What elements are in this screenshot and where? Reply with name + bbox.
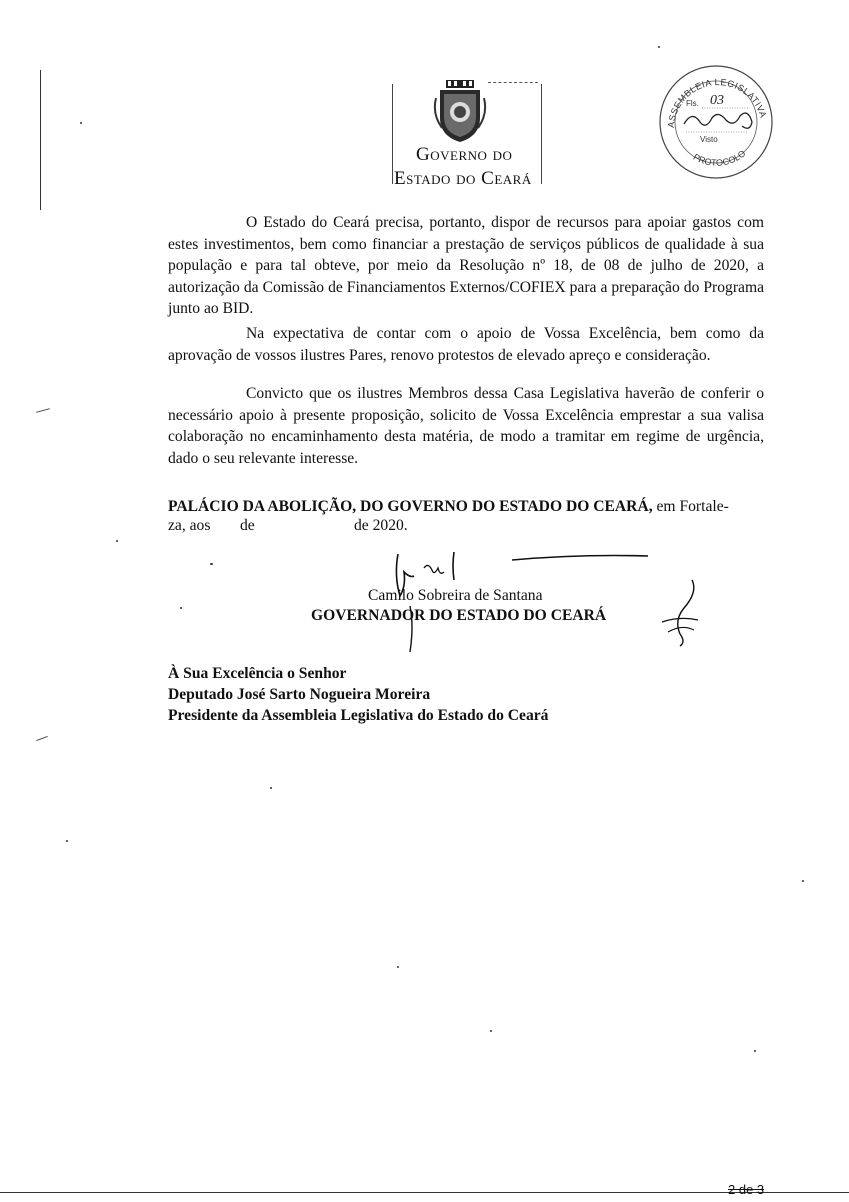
- header-frame-top: [488, 82, 538, 84]
- stamp-arc-text: ASSEMBLEIA LEGISLATIVA: [665, 77, 769, 129]
- scan-speck: [490, 1030, 492, 1032]
- stamp-fls-value: 03: [710, 93, 724, 108]
- coat-of-arms-icon: [432, 78, 488, 144]
- body-paragraph-2: Na expectativa de contar com o apoio de Vossa Excelência, bem como da aprovação de vossos ilustres Pares, renovo protestos de elevado apreço e consideração.: [168, 325, 764, 364]
- place-line: [168, 496, 764, 518]
- scan-speck: [210, 563, 213, 565]
- svg-text:PROTOCOLO: [692, 148, 748, 168]
- scan-margin-line: [40, 70, 41, 210]
- date-part-1: za, aos: [168, 517, 211, 534]
- body-paragraph-3: Convicto que os ilustres Membros dessa Casa Legislativa haverão de conferir o necessário apoio à presente proposição, solicito de Vossa Excelência emprestar a sua valisa colaboração no encaminhamento desta matéria, de modo a tramitar em regime de urgência, dado o seu relevante interesse.: [168, 385, 764, 467]
- addressee-line-1: À Sua Excelência o Senhor: [168, 665, 347, 682]
- scan-mark: [36, 736, 48, 741]
- signer-name: Camilo Sobreira de Santana: [368, 587, 543, 604]
- protocol-stamp: [656, 62, 776, 182]
- place-rest: em Fortale-: [652, 498, 729, 515]
- initials-mark: [640, 572, 720, 652]
- footer-rule: [0, 1192, 849, 1193]
- stamp-visto-label: Visto: [700, 135, 718, 144]
- scan-speck: [658, 46, 660, 48]
- scan-speck: [80, 122, 82, 124]
- header-frame-left: [392, 84, 393, 184]
- stamp-protocol-text: PROTOCOLO: [691, 148, 748, 168]
- scan-speck: [397, 966, 399, 968]
- scan-mark: [36, 408, 50, 413]
- header-frame-right: [541, 84, 542, 184]
- government-header: [388, 76, 544, 189]
- scan-speck: [754, 1050, 756, 1052]
- page-number: 2 de 3: [728, 1182, 765, 1197]
- addressee-line-2: Deputado José Sarto Nogueira Moreira: [168, 686, 431, 703]
- addressee-block: [168, 663, 548, 726]
- signer-title: GOVERNADOR DO ESTADO DO CEARÁ: [311, 607, 607, 624]
- date-part-3: de 2020.: [354, 517, 408, 534]
- scan-speck: [66, 840, 68, 842]
- date-part-2: de: [240, 517, 255, 534]
- body-paragraph-1: O Estado do Ceará precisa, portanto, dispor de recursos para apoiar gastos com estes investimentos, bem como financiar a prestação de serviços públicos de qualidade à sua população e para tal obteve, por meio da Resolução nº 18, de 08 de julho de 2020, a autorização da Comissão de Financiamentos Externos/COFIEX para a preparação do Programa junto ao BID.: [168, 214, 764, 317]
- scan-speck: [180, 607, 182, 609]
- addressee-line-3: Presidente da Assembleia Legislativa do Estado do Ceará: [168, 707, 549, 724]
- place-bold: PALÁCIO DA ABOLIÇÃO, DO GOVERNO DO ESTADO DO CEARÁ,: [168, 498, 653, 515]
- stamp-seal-icon: [656, 62, 776, 182]
- scan-speck: [802, 880, 804, 882]
- header-line-governo: Governo do: [416, 144, 513, 165]
- stamp-fls-label: Fls.: [686, 99, 699, 108]
- header-line-estado: Estado do Ceará: [394, 168, 532, 189]
- scan-speck: [270, 787, 272, 789]
- scan-speck: [116, 540, 118, 542]
